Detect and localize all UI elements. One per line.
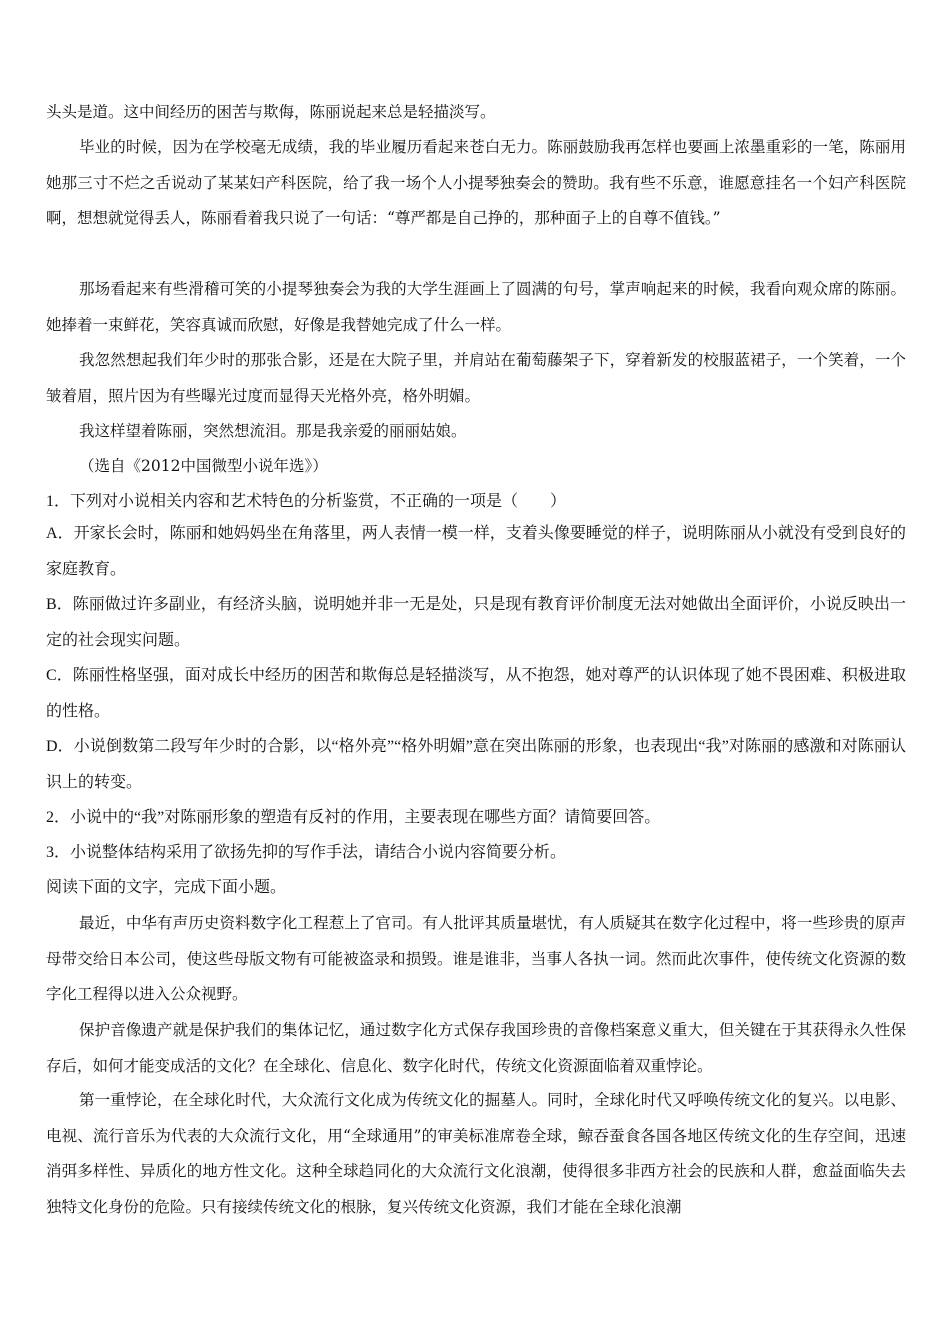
- story-paragraph: 我忽然想起我们年少时的那张合影，还是在大院子里，并肩站在葡萄藤架子下，穿着新发的校服蓝裙子，一个笑着，一个皱着眉，照片因为有些曝光过度而显得天光格外亮，格外明媚。: [46, 351, 906, 405]
- option-c: C．陈丽性格坚强，面对成长中经历的困苦和欺侮总是轻描淡写，从不抱怨，她对尊严的认识体现了她不畏困难、积极进取的性格。: [46, 667, 906, 720]
- source-citation: （选自《2012中国微型小说年选》）: [79, 457, 328, 475]
- essay-paragraph: 保护音像遗产就是保护我们的集体记忆，通过数字化方式保存我国珍贵的音像档案意义重大，但关键在于其获得永久性保存后，如何才能变成活的文化？在全球化、信息化、数字化时代，传统文化资源面临着双重悖论。: [46, 1021, 906, 1075]
- essay-paragraph: 第一重悖论，在全球化时代，大众流行文化成为传统文化的掘墓人。同时，全球化时代又呼唤传统文化的复兴。以电影、电视、流行音乐为代表的大众流行文化，用“全球通用”的审美标准席卷全球，鲸吞蚕食各国各地区传统文化的生存空间，迅速消弭多样性、异质化的地方性文化。这种全球趋同化的大众流行文化浪潮，使得很多非西方社会的民族和人群，愈益面临失去独特文化身份的危险。只有接续传统文化的根脉，复兴传统文化资源，我们才能在全球化浪潮: [46, 1091, 906, 1216]
- story-paragraph: 那场看起来有些滑稽可笑的小提琴独奏会为我的大学生涯画上了圆满的句号，掌声响起来的时候，我看向观众席的陈丽。她捧着一束鲜花，笑容真诚而欣慰，好像是我替她完成了什么一样。: [46, 280, 906, 334]
- option-d: D．小说倒数第二段写年少时的合影，以“格外亮”“格外明媚”意在突出陈丽的形象，也表现出“我”对陈丽的感激和对陈丽认识上的转变。: [46, 738, 906, 791]
- story-paragraph: 头头是道。这中间经历的困苦与欺侮，陈丽说起来总是轻描淡写。: [46, 103, 496, 121]
- reading-instruction: 阅读下面的文字，完成下面小题。: [46, 879, 287, 896]
- option-b: B．陈丽做过许多副业，有经济头脑，说明她并非一无是处，只是现有教育评价制度无法对她做出全面评价，小说反映出一定的社会现实问题。: [46, 596, 906, 649]
- story-paragraph: 毕业的时候，因为在学校毫无成绩，我的毕业履历看起来苍白无力。陈丽鼓励我再怎样也要画上浓墨重彩的一笔，陈丽用她那三寸不烂之舌说动了某某妇产科医院，给了我一场个人小提琴独奏会的赞助。我有些不乐意，谁愿意挂名一个妇产科医院啊，想想就觉得丢人，陈丽看着我只说了一句话：“尊严都是自己挣的，那种面子上的自尊不值钱。”: [46, 138, 906, 227]
- question-3: 3．小说整体结构采用了欲扬先抑的写作手法，请结合小说内容简要分析。: [46, 844, 567, 861]
- option-a: A．开家长会时，陈丽和她妈妈坐在角落里，两人表情一模一样，支着头像要睡觉的样子，说明陈丽从小就没有受到良好的家庭教育。: [46, 525, 906, 578]
- essay-paragraph: 最近，中华有声历史资料数字化工程惹上了官司。有人批评其质量堪忧，有人质疑其在数字化过程中，将一些珍贵的原声母带交给日本公司，使这些母版文物有可能被盗录和损毁。谁是谁非，当事人各执一词。然而此次事件，使传统文化资源的数字化工程得以进入公众视野。: [46, 914, 906, 1003]
- question-1: 1．下列对小说相关内容和艺术特色的分析鉴赏，不正确的一项是（ ）: [46, 493, 567, 510]
- question-2: 2．小说中的“我”对陈丽形象的塑造有反衬的作用，主要表现在哪些方面？请简要回答。: [46, 809, 661, 826]
- story-paragraph: 我这样望着陈丽，突然想流泪。那是我亲爱的丽丽姑娘。: [79, 422, 467, 440]
